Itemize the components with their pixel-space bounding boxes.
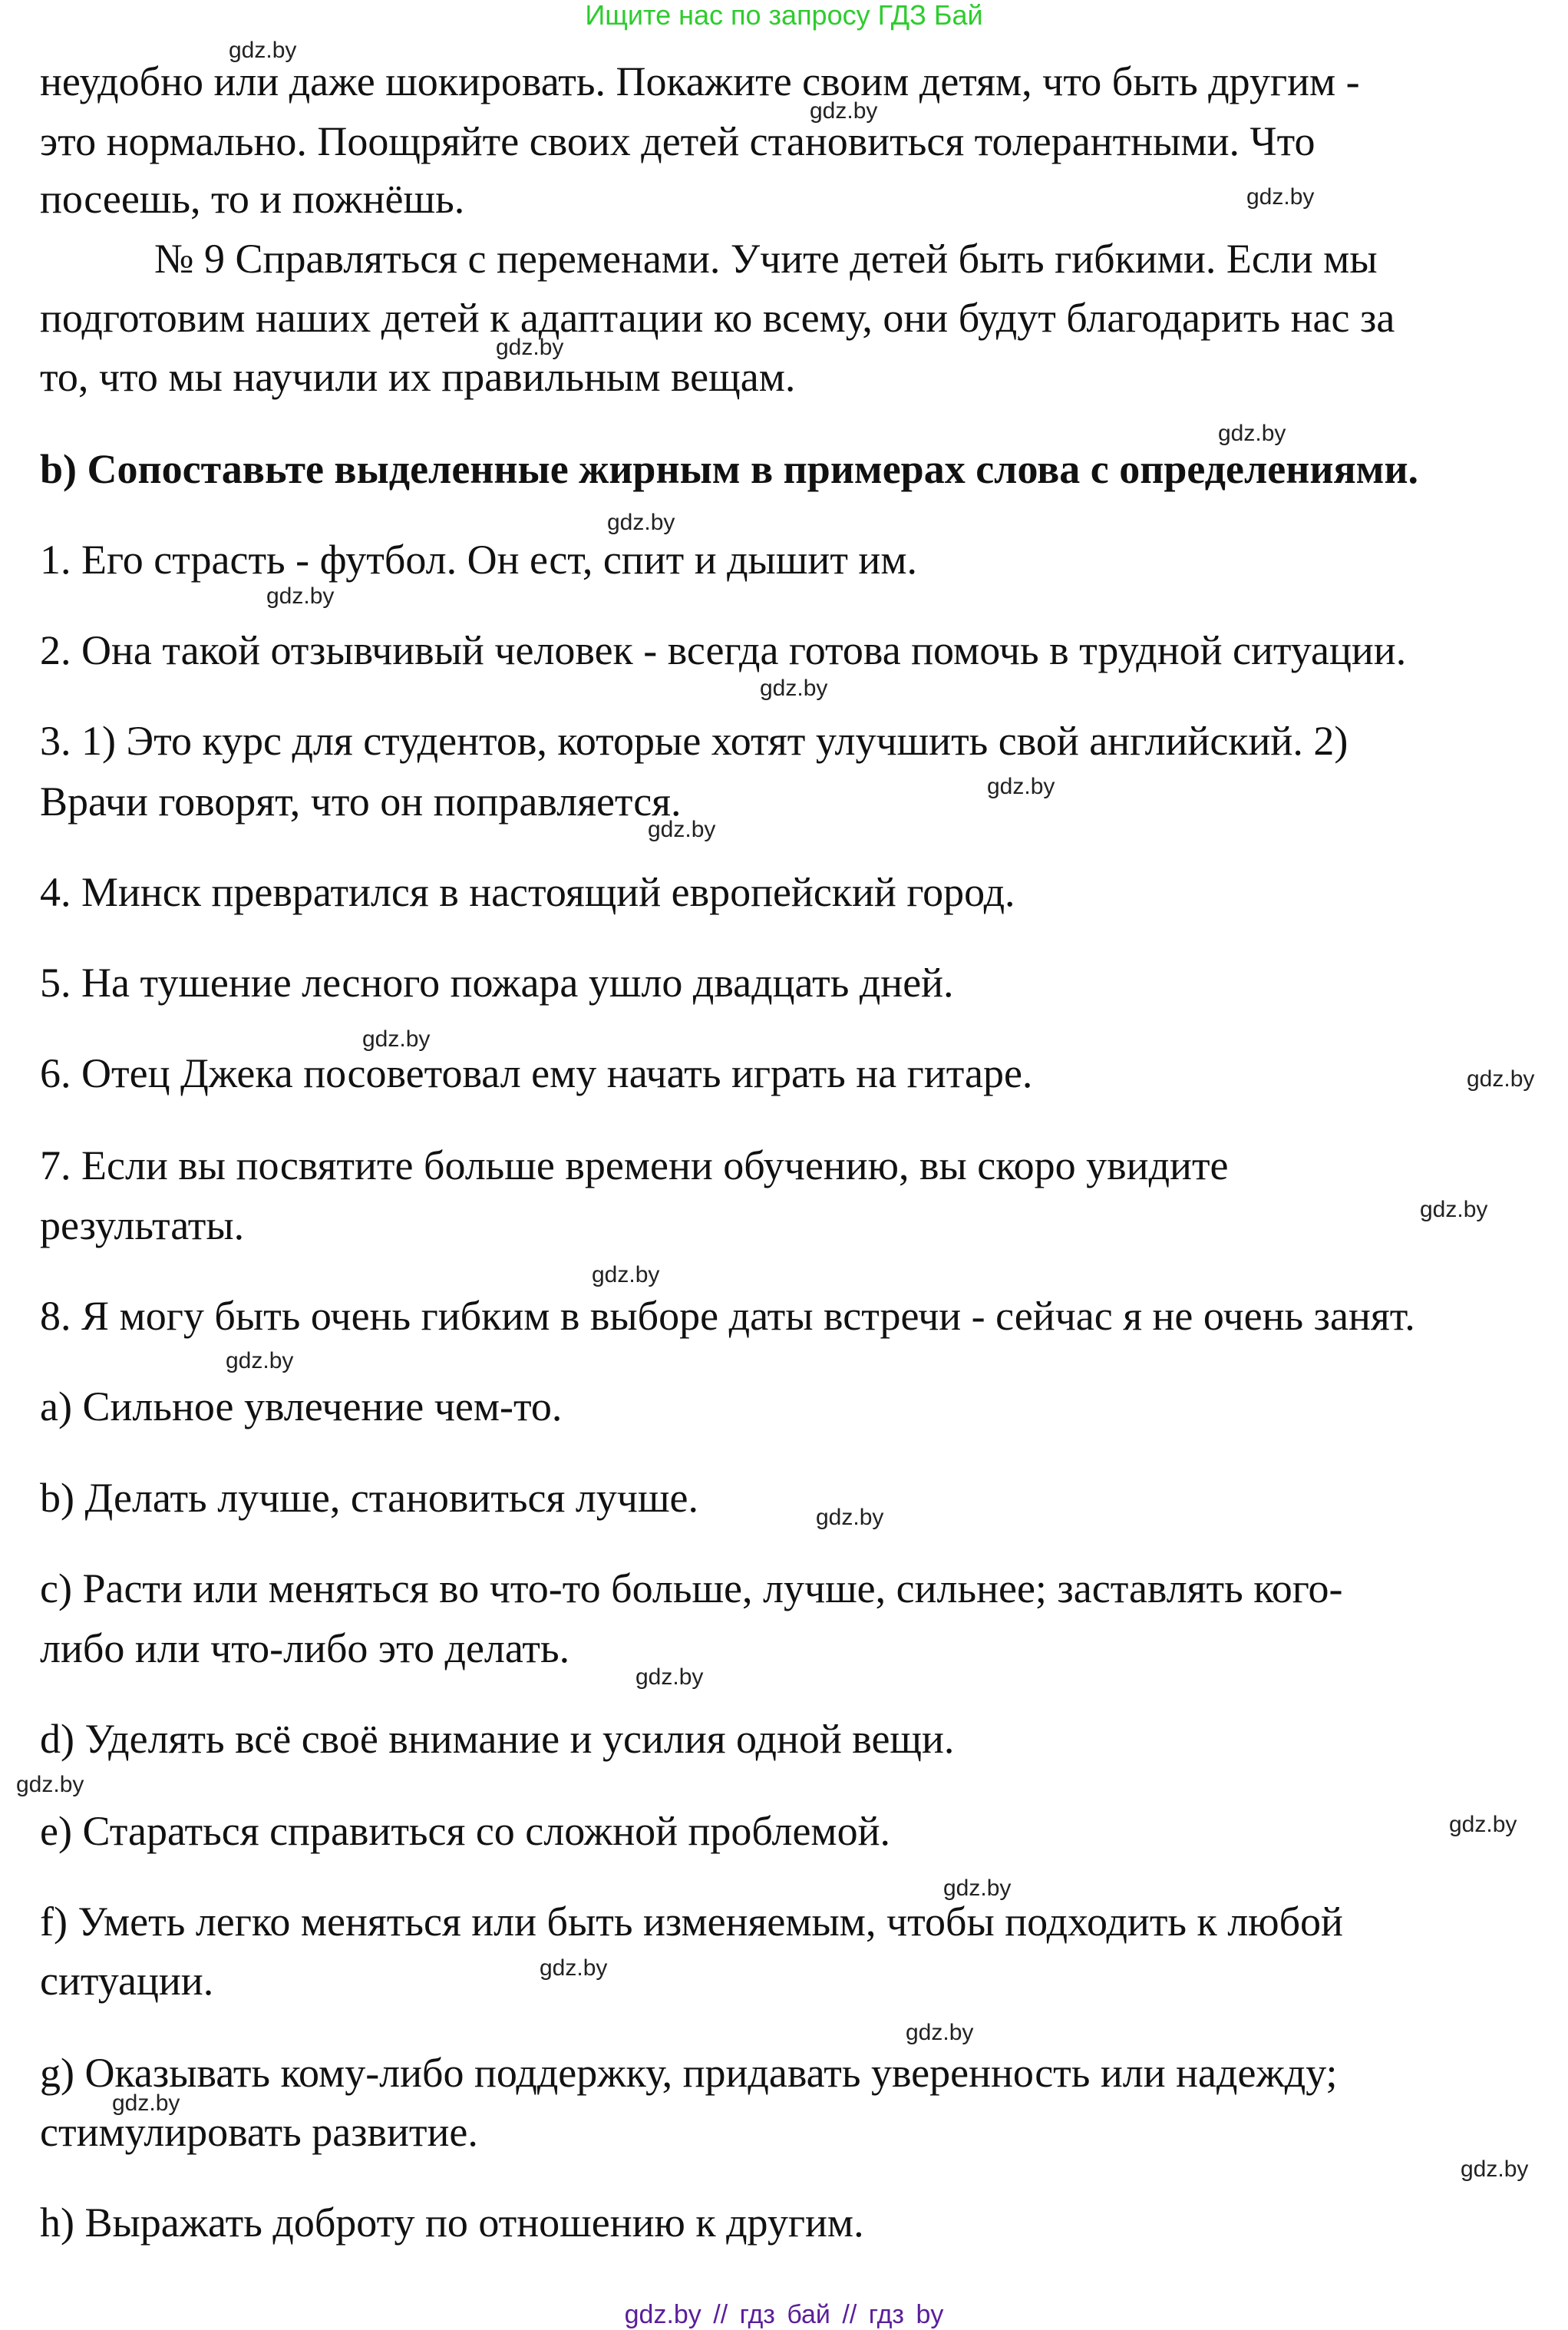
watermark: gdz.by xyxy=(1218,421,1286,446)
watermark: gdz.by xyxy=(229,38,297,63)
watermark: gdz.by xyxy=(760,676,828,701)
definition-item: h) Выражать доброту по отношению к другим. xyxy=(40,2199,864,2246)
definition-item: либо или что-либо это делать. xyxy=(40,1625,570,1671)
watermark: gdz.by xyxy=(1461,2156,1529,2182)
watermark: gdz.by xyxy=(607,510,675,535)
watermark: gdz.by xyxy=(943,1876,1012,1901)
definition-item: d) Уделять всё своё внимание и усилия одной вещи. xyxy=(40,1716,955,1762)
watermark: gdz.by xyxy=(1449,1812,1517,1837)
example-item: 4. Минск превратился в настоящий европейский город. xyxy=(40,869,1015,915)
watermark: gdz.by xyxy=(1420,1197,1488,1222)
watermark: gdz.by xyxy=(816,1505,884,1530)
watermark: gdz.by xyxy=(496,335,564,360)
watermark: gdz.by xyxy=(362,1026,431,1052)
watermark: gdz.by xyxy=(635,1664,704,1690)
definition-item: ситуации. xyxy=(40,1958,214,2004)
example-item: результаты. xyxy=(40,1202,245,1248)
watermark: gdz.by xyxy=(266,583,335,609)
watermark: gdz.by xyxy=(540,1955,608,1981)
definition-item: f) Уметь легко меняться или быть изменяемым, чтобы подходить к любой xyxy=(40,1899,1343,1945)
text-line: неудобно или даже шокировать. Покажите своим детям, что быть другим - xyxy=(40,58,1360,104)
definition-item: g) Оказывать кому-либо поддержку, придавать уверенность или надежду; xyxy=(40,2050,1338,2096)
watermark: gdz.by xyxy=(16,1772,84,1797)
search-banner: Ищите нас по запросу ГДЗ Бай xyxy=(585,0,983,31)
definition-item: a) Сильное увлечение чем-то. xyxy=(40,1383,563,1429)
watermark: gdz.by xyxy=(987,774,1055,799)
watermark: gdz.by xyxy=(648,817,716,842)
text-line: это нормально. Поощряйте своих детей становиться толерантными. Что xyxy=(40,118,1315,164)
section-heading: b) Сопоставьте выделенные жирным в примерах слова с определениями. xyxy=(40,446,1419,492)
example-item: 2. Она такой отзывчивый человек - всегда готова помочь в трудной ситуации. xyxy=(40,627,1407,673)
example-item: 8. Я могу быть очень гибким в выборе даты встречи - сейчас я не очень занят. xyxy=(40,1293,1415,1339)
definition-item: e) Стараться справиться со сложной проблемой. xyxy=(40,1808,891,1854)
text-line: подготовим наших детей к адаптации ко всему, они будут благодарить нас за xyxy=(40,295,1395,341)
text-line: № 9 Справляться с переменами. Учите детей быть гибкими. Если мы xyxy=(154,236,1378,282)
definition-item: b) Делать лучше, становиться лучше. xyxy=(40,1475,699,1521)
definition-item: c) Расти или меняться во что-то больше, лучше, сильнее; заставлять кого- xyxy=(40,1565,1343,1611)
watermark: gdz.by xyxy=(1467,1066,1535,1092)
example-item: 3. 1) Это курс для студентов, которые хотят улучшить свой английский. 2) xyxy=(40,718,1348,764)
watermark: gdz.by xyxy=(592,1262,660,1287)
example-item: 7. Если вы посвятите больше времени обучению, вы скоро увидите xyxy=(40,1142,1229,1188)
text-line: то, что мы научили их правильным вещам. xyxy=(40,354,796,400)
watermark: gdz.by xyxy=(112,2090,180,2116)
example-item: 5. На тушение лесного пожара ушло двадцать дней. xyxy=(40,960,954,1006)
watermark: gdz.by xyxy=(906,2020,974,2045)
footer-links[interactable]: gdz.by // гдз бай // гдз by xyxy=(624,2300,944,2329)
watermark: gdz.by xyxy=(1246,184,1315,210)
example-item: 6. Отец Джека посоветовал ему начать играть на гитаре. xyxy=(40,1050,1033,1096)
text-line: посеешь, то и пожнёшь. xyxy=(40,176,465,222)
definition-item: стимулировать развитие. xyxy=(40,2109,478,2155)
example-item: 1. Его страсть - футбол. Он ест, спит и дышит им. xyxy=(40,537,917,583)
example-item: Врачи говорят, что он поправляется. xyxy=(40,778,682,825)
watermark: gdz.by xyxy=(226,1348,294,1373)
watermark: gdz.by xyxy=(810,98,878,124)
